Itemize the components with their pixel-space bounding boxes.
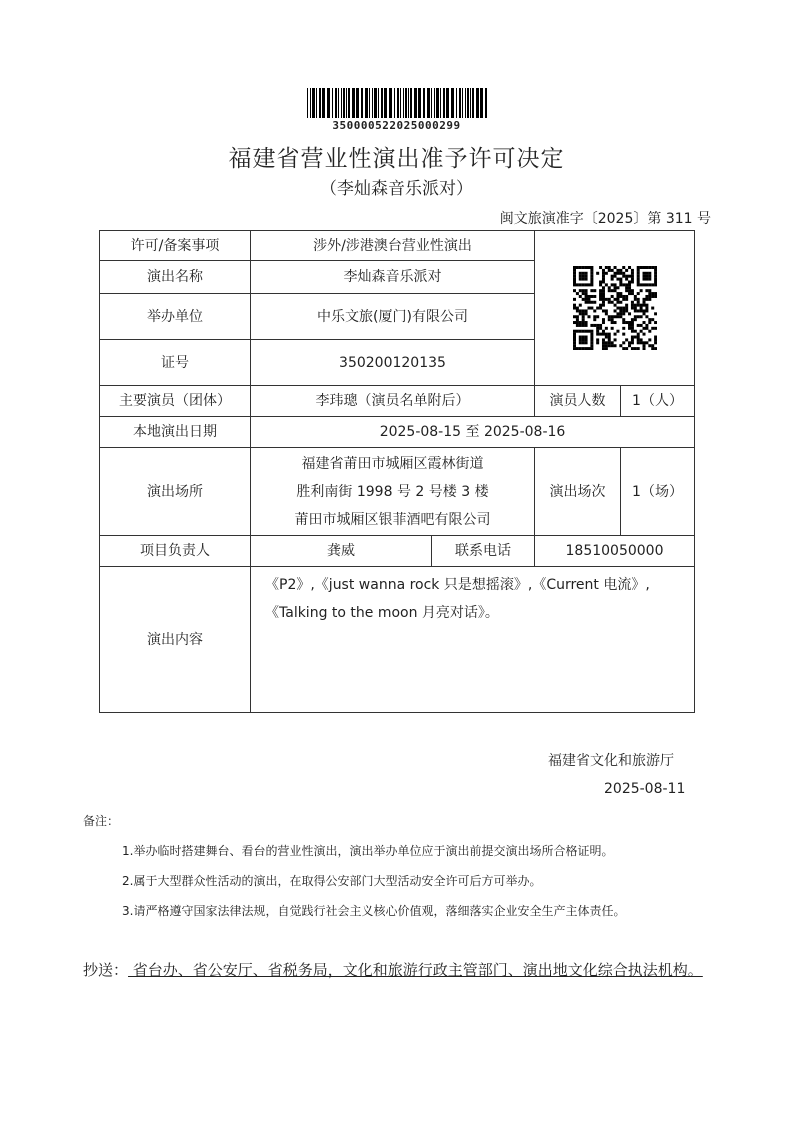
performance-dates-label: 本地演出日期	[100, 417, 251, 448]
content-line: 《P2》,《just wanna rock 只是想摇滚》,《Current 电流》,	[265, 577, 650, 593]
performance-content-value	[251, 567, 695, 713]
show-name-label: 演出名称	[100, 261, 251, 294]
cc-label: 抄送：	[83, 961, 129, 979]
project-manager-value: 龚威	[251, 536, 432, 567]
note-item: 2.属于大型群众性活动的演出，在取得公安部门大型活动安全许可后方可举办。	[122, 874, 542, 888]
qr-code	[573, 266, 657, 350]
venue-label: 演出场所	[100, 448, 251, 536]
note-item: 3.请严格遵守国家法律法规，自觉践行社会主义核心价值观，落细落实企业安全生产主体责任。	[122, 904, 626, 918]
performer-count-value: 1（人）	[621, 386, 695, 417]
venue-line: 胜利南街 1998 号 2 号楼 3 楼	[296, 483, 489, 500]
session-count-label: 演出场次	[535, 448, 621, 536]
project-manager-label: 项目负责人	[100, 536, 251, 567]
notes-heading: 备注：	[83, 814, 120, 828]
note-item: 1.举办临时搭建舞台、看台的营业性演出，演出举办单位应于演出前提交演出场所合格证明。	[122, 844, 614, 858]
session-count-value: 1（场）	[621, 448, 695, 536]
organizer-value: 中乐文旅(厦门)有限公司	[251, 294, 535, 340]
show-name-value: 李灿森音乐派对	[251, 261, 535, 294]
performers-value: 李玮璁（演员名单附后）	[251, 386, 535, 417]
phone-label: 联系电话	[432, 536, 535, 567]
performance-dates-value: 2025-08-15 至 2025-08-16	[251, 417, 695, 448]
permit-table	[99, 230, 695, 713]
license-number-value: 350200120135	[251, 340, 535, 386]
cc-section	[83, 957, 723, 983]
barcode	[305, 88, 491, 118]
venue-line: 莆田市城厢区银菲酒吧有限公司	[294, 511, 491, 528]
license-number-label: 证号	[100, 340, 251, 386]
performers-label: 主要演员（团体）	[100, 386, 251, 417]
phone-value: 18510050000	[535, 536, 695, 567]
venue-value	[251, 448, 535, 536]
barcode-number: 350000522025000299	[332, 119, 461, 132]
content-line: 《Talking to the moon 月亮对话》。	[265, 605, 499, 621]
issuing-authority: 福建省文化和旅游厅	[548, 753, 674, 769]
permit-type-value: 涉外/涉港澳台营业性演出	[251, 231, 535, 261]
organizer-label: 举办单位	[100, 294, 251, 340]
cc-recipients: 省台办、省公安厅、省税务局，文化和旅游行政主管部门、演出地文化综合执法机构。	[128, 961, 703, 979]
document-title: 福建省营业性演出准予许可决定	[228, 146, 565, 172]
issue-date: 2025-08-11	[604, 781, 686, 797]
performer-count-label: 演员人数	[535, 386, 621, 417]
qr-code-cell	[535, 231, 695, 386]
venue-line: 福建省莆田市城厢区霞林街道	[301, 455, 484, 472]
performance-content-label: 演出内容	[100, 567, 251, 713]
permit-type-label: 许可/备案事项	[100, 231, 251, 261]
document-subtitle: （李灿森音乐派对）	[320, 179, 473, 199]
document-number: 闽文旅演准字〔2025〕第 311 号	[499, 211, 711, 227]
